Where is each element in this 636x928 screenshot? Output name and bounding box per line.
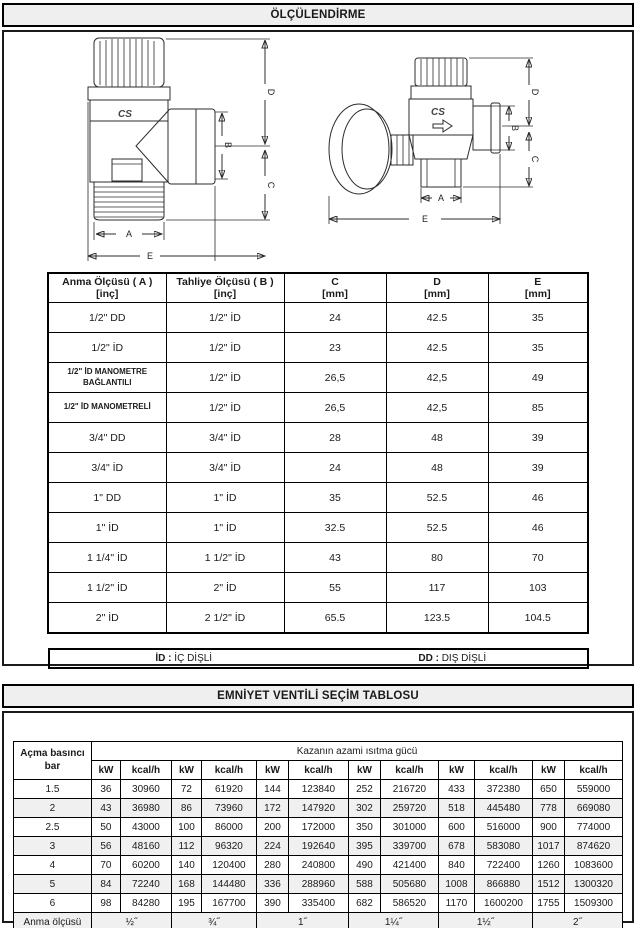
unit-header: kW — [348, 761, 380, 780]
cell: 48160 — [120, 837, 171, 856]
cell: 86 — [171, 799, 201, 818]
cell: 35 — [488, 333, 588, 363]
cell: 168 — [171, 875, 201, 894]
cell: 516000 — [474, 818, 532, 837]
cell: 1017 — [532, 837, 564, 856]
legend-dd — [318, 653, 587, 664]
cell: 1300320 — [564, 875, 622, 894]
cell: 1/2" İD — [166, 303, 284, 333]
cell: 866880 — [474, 875, 532, 894]
thread-legend — [48, 648, 589, 669]
dim-label-a: A — [437, 193, 445, 203]
size-row — [13, 913, 622, 928]
unit-header: kcal/h — [201, 761, 256, 780]
cell: 2" İD — [48, 603, 166, 634]
cell: 900 — [532, 818, 564, 837]
cell: 103 — [488, 573, 588, 603]
cell: 874620 — [564, 837, 622, 856]
selection-panel — [2, 711, 634, 928]
dim-label-c: C — [530, 155, 540, 163]
cell: 2.5 — [13, 818, 91, 837]
cell: 167700 — [201, 894, 256, 913]
cell: 350 — [348, 818, 380, 837]
brand-logo: CS — [118, 109, 132, 120]
legend-id — [50, 653, 319, 664]
table-row — [13, 780, 622, 799]
cell: 280 — [256, 856, 288, 875]
selection-table — [13, 741, 623, 928]
cell: 1/2" İD — [166, 393, 284, 423]
size-cell: 1˝ — [256, 913, 348, 928]
cell: 85 — [488, 393, 588, 423]
dim-label-d: D — [266, 88, 276, 96]
col-header: E [mm] — [488, 273, 588, 303]
unit-header: kW — [171, 761, 201, 780]
cell: 32.5 — [284, 513, 386, 543]
legend-id-value: İÇ DİŞLİ — [174, 653, 213, 664]
size-cell: ¾˝ — [171, 913, 256, 928]
cell: 1/2" İD MANOMETRE BAĞLANTILI — [48, 363, 166, 393]
unit-header: kcal/h — [120, 761, 171, 780]
cell: 682 — [348, 894, 380, 913]
knurled-cap — [415, 58, 467, 86]
cell: 390 — [256, 894, 288, 913]
cell: 123840 — [288, 780, 348, 799]
cell: 5 — [13, 875, 91, 894]
cell: 49 — [488, 363, 588, 393]
size-cell: 2˝ — [532, 913, 622, 928]
dimension-lines — [329, 58, 540, 224]
cell: 98 — [91, 894, 120, 913]
cell: 39 — [488, 453, 588, 483]
cell: 2" İD — [166, 573, 284, 603]
cell: 1 1/4" İD — [48, 543, 166, 573]
cell: 36980 — [120, 799, 171, 818]
cell: 433 — [438, 780, 474, 799]
cell: 120400 — [201, 856, 256, 875]
cell: 35 — [488, 303, 588, 333]
dimensioning-panel — [2, 30, 634, 666]
unit-header: kW — [438, 761, 474, 780]
brand-logo: CS — [431, 107, 445, 118]
table-row — [48, 423, 588, 453]
cell: 39 — [488, 423, 588, 453]
cell: 1600200 — [474, 894, 532, 913]
unit-header: kcal/h — [288, 761, 348, 780]
cell: 669080 — [564, 799, 622, 818]
cell: 3/4" DD — [48, 423, 166, 453]
table-row — [13, 818, 622, 837]
cell: 421400 — [380, 856, 438, 875]
section2-title: EMNİYET VENTİLİ SEÇİM TABLOSU — [2, 684, 634, 708]
table-row — [48, 513, 588, 543]
size-cell: 1½˝ — [438, 913, 532, 928]
table-row — [13, 799, 622, 818]
cell: 70 — [488, 543, 588, 573]
dim-label-e: E — [146, 251, 154, 261]
cell: 774000 — [564, 818, 622, 837]
cell: 1/2" İD MANOMETRELİ — [48, 393, 166, 423]
cell: 172000 — [288, 818, 348, 837]
cell: 117 — [386, 573, 488, 603]
cell: 43 — [284, 543, 386, 573]
size-row-label: Anma ölçüsü — [13, 913, 91, 928]
manometer-gauge — [329, 104, 413, 194]
cell: 84280 — [120, 894, 171, 913]
cell: 6 — [13, 894, 91, 913]
cell: 112 — [171, 837, 201, 856]
cell: 1" İD — [166, 483, 284, 513]
cell: 1170 — [438, 894, 474, 913]
table-row — [48, 303, 588, 333]
col-header: Anma Ölçüsü ( A ) [inç] — [48, 273, 166, 303]
table-row — [48, 543, 588, 573]
cell: 84 — [91, 875, 120, 894]
cell: 26,5 — [284, 363, 386, 393]
cell: 252 — [348, 780, 380, 799]
cell: 336 — [256, 875, 288, 894]
cell: 42.5 — [386, 333, 488, 363]
table-row — [48, 363, 588, 393]
cell: 70 — [91, 856, 120, 875]
legend-dd-value: DIŞ DİŞLİ — [441, 653, 487, 664]
cell: 50 — [91, 818, 120, 837]
cell: 778 — [532, 799, 564, 818]
cell: 23 — [284, 333, 386, 363]
cell: 1/2" İD — [166, 363, 284, 393]
size-cell: 1¼˝ — [348, 913, 438, 928]
legend-dd-key: DD : — [418, 653, 439, 664]
cell: 518 — [438, 799, 474, 818]
cell: 3/4" İD — [48, 453, 166, 483]
cell: 1083600 — [564, 856, 622, 875]
cell: 3/4" İD — [166, 423, 284, 453]
cell: 1" İD — [48, 513, 166, 543]
table-row — [48, 393, 588, 423]
cell: 46 — [488, 513, 588, 543]
cell: 140 — [171, 856, 201, 875]
span-header: Kazanın azami ısıtma gücü — [91, 742, 622, 761]
cell: 259720 — [380, 799, 438, 818]
cell: 1" DD — [48, 483, 166, 513]
cell: 224 — [256, 837, 288, 856]
cell: 48 — [386, 453, 488, 483]
cell: 35 — [284, 483, 386, 513]
cell: 200 — [256, 818, 288, 837]
table-row — [48, 603, 588, 634]
valve-front-drawing — [60, 34, 308, 270]
table-row — [13, 837, 622, 856]
cell: 1260 — [532, 856, 564, 875]
cell: 840 — [438, 856, 474, 875]
cell: 192640 — [288, 837, 348, 856]
cell: 72240 — [120, 875, 171, 894]
col-header: D [mm] — [386, 273, 488, 303]
unit-header: kW — [91, 761, 120, 780]
dim-label-d: D — [530, 88, 540, 96]
cell: 28 — [284, 423, 386, 453]
col-header: Açma basıncı bar — [13, 742, 91, 780]
cell: 588 — [348, 875, 380, 894]
cell: 48 — [386, 423, 488, 453]
cell: 24 — [284, 453, 386, 483]
cell: 123.5 — [386, 603, 488, 634]
cell: 1755 — [532, 894, 564, 913]
table-row — [48, 573, 588, 603]
cell: 600 — [438, 818, 474, 837]
cell: 678 — [438, 837, 474, 856]
cell: 24 — [284, 303, 386, 333]
unit-header: kcal/h — [380, 761, 438, 780]
unit-header: kW — [532, 761, 564, 780]
cell: 445480 — [474, 799, 532, 818]
cell: 1/2" İD — [166, 333, 284, 363]
cell: 147920 — [288, 799, 348, 818]
valve-body — [409, 86, 473, 159]
cell: 43000 — [120, 818, 171, 837]
dim-label-e: E — [421, 214, 429, 224]
size-cell: ½˝ — [91, 913, 171, 928]
table-row — [13, 856, 622, 875]
cell: 36 — [91, 780, 120, 799]
dim-label-a: A — [125, 229, 133, 239]
cell: 195 — [171, 894, 201, 913]
valve-manometer-drawing — [307, 46, 595, 260]
cell: 144 — [256, 780, 288, 799]
cell: 2 — [13, 799, 91, 818]
dimension-table — [47, 272, 589, 634]
cell: 586520 — [380, 894, 438, 913]
cell: 52.5 — [386, 483, 488, 513]
unit-header: kW — [256, 761, 288, 780]
legend-id-key: İD : — [155, 653, 172, 664]
cell: 1/2" İD — [48, 333, 166, 363]
table-row — [48, 333, 588, 363]
cell: 100 — [171, 818, 201, 837]
units-row — [13, 761, 622, 780]
cell: 80 — [386, 543, 488, 573]
dim-label-b: B — [510, 124, 520, 132]
cell: 288960 — [288, 875, 348, 894]
technical-drawings — [4, 32, 632, 272]
cell: 26,5 — [284, 393, 386, 423]
cell: 240800 — [288, 856, 348, 875]
cell: 42.5 — [386, 303, 488, 333]
cell: 144480 — [201, 875, 256, 894]
cell: 216720 — [380, 780, 438, 799]
cell: 1512 — [532, 875, 564, 894]
cell: 395 — [348, 837, 380, 856]
cell: 72 — [171, 780, 201, 799]
side-outlet — [473, 103, 500, 153]
cell: 65.5 — [284, 603, 386, 634]
table-row — [48, 483, 588, 513]
cell: 1.5 — [13, 780, 91, 799]
cell: 1 1/2" İD — [166, 543, 284, 573]
col-header: C [mm] — [284, 273, 386, 303]
side-outlet — [168, 109, 215, 184]
table-row — [13, 875, 622, 894]
cell: 4 — [13, 856, 91, 875]
cell: 42,5 — [386, 393, 488, 423]
cell: 490 — [348, 856, 380, 875]
cell: 61920 — [201, 780, 256, 799]
cell: 372380 — [474, 780, 532, 799]
cell: 505680 — [380, 875, 438, 894]
valve-body — [88, 87, 170, 182]
cell: 96320 — [201, 837, 256, 856]
table-row — [13, 894, 622, 913]
cell: 3/4" İD — [166, 453, 284, 483]
cell: 86000 — [201, 818, 256, 837]
cell: 3 — [13, 837, 91, 856]
cell: 1/2" DD — [48, 303, 166, 333]
cell: 1509300 — [564, 894, 622, 913]
cell: 73960 — [201, 799, 256, 818]
cell: 42,5 — [386, 363, 488, 393]
cell: 2 1/2" İD — [166, 603, 284, 634]
cell: 55 — [284, 573, 386, 603]
cell: 1008 — [438, 875, 474, 894]
section1-title: ÖLÇÜLENDİRME — [2, 3, 634, 27]
header-row — [48, 273, 588, 303]
cell: 650 — [532, 780, 564, 799]
cell: 335400 — [288, 894, 348, 913]
cell: 46 — [488, 483, 588, 513]
cell: 559000 — [564, 780, 622, 799]
col-header: Tahliye Ölçüsü ( B ) [inç] — [166, 273, 284, 303]
bottom-stub — [421, 159, 461, 187]
dim-label-b: B — [223, 141, 233, 149]
dim-label-c: C — [266, 181, 276, 189]
flow-arrow-icon — [433, 120, 452, 132]
cell: 339700 — [380, 837, 438, 856]
cell: 301000 — [380, 818, 438, 837]
cell: 43 — [91, 799, 120, 818]
cell: 1" İD — [166, 513, 284, 543]
header-row — [13, 742, 622, 761]
cell: 56 — [91, 837, 120, 856]
cell: 1 1/2" İD — [48, 573, 166, 603]
knurled-cap — [94, 38, 164, 87]
unit-header: kcal/h — [474, 761, 532, 780]
male-thread — [94, 182, 164, 220]
cell: 60200 — [120, 856, 171, 875]
cell: 722400 — [474, 856, 532, 875]
dimension-lines — [88, 39, 276, 261]
unit-header: kcal/h — [564, 761, 622, 780]
cell: 52.5 — [386, 513, 488, 543]
cell: 172 — [256, 799, 288, 818]
cell: 30960 — [120, 780, 171, 799]
cell: 583080 — [474, 837, 532, 856]
cell: 104.5 — [488, 603, 588, 634]
table-row — [48, 453, 588, 483]
cell: 302 — [348, 799, 380, 818]
